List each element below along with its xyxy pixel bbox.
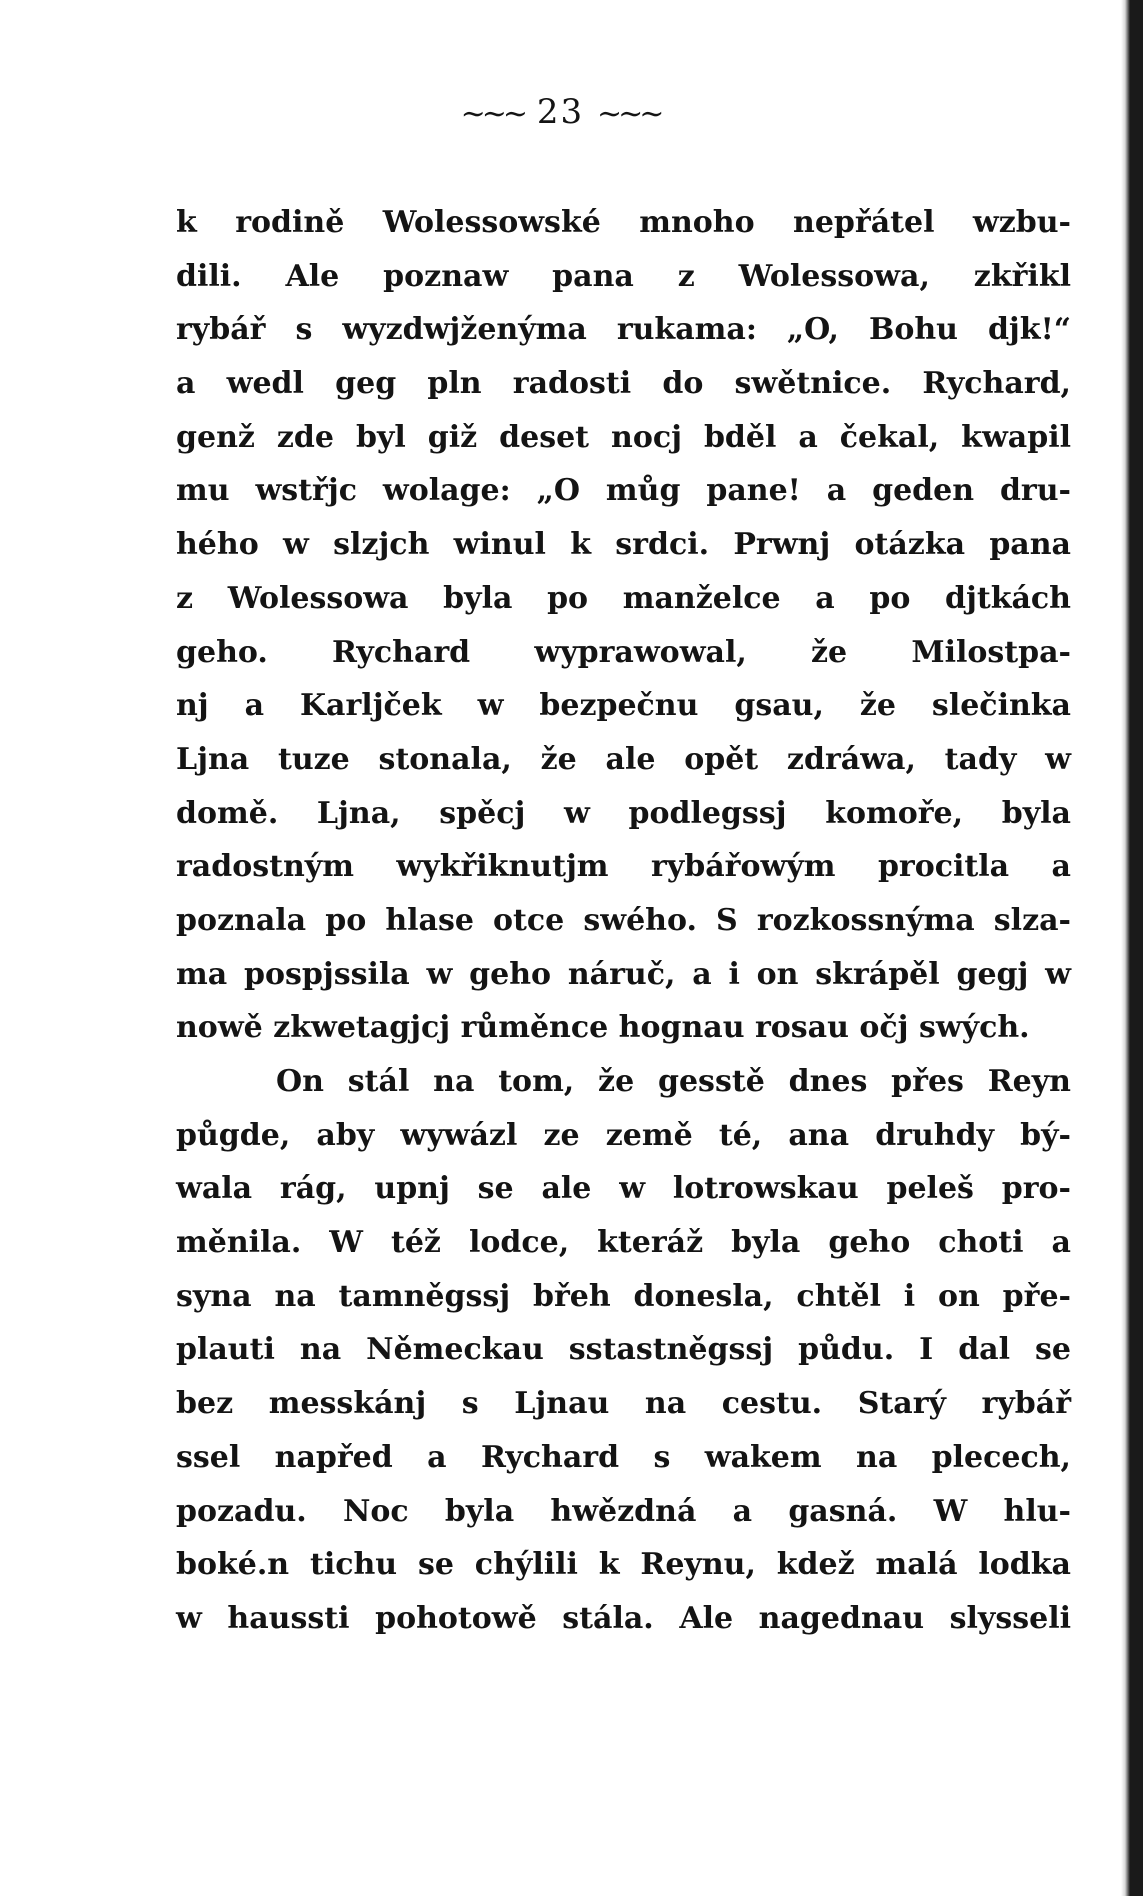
text-line: dili. Ale poznaw pana z Wolessowa, zkřikl <box>176 258 1071 294</box>
text-line: wala rág, upnj se ale w lotrowskau peleš pro- <box>176 1171 1071 1207</box>
text-line: měnila. W též lodce, kteráž byla geho choti a <box>176 1225 1071 1261</box>
text-line: hého w slzjch winul k srdci. Prwnj otázka pana <box>176 527 1071 563</box>
page-edge-shadow <box>1121 0 1143 1896</box>
text-line: ssel napřed a Rychard s wakem na plecech, <box>176 1439 1071 1475</box>
text-line: boké.n tichu se chýlili k Reynu, kdež malá lodka <box>176 1547 1071 1583</box>
text-line: geho. Rychard wyprawowal, že Milostpa- <box>176 634 1071 670</box>
text-line: w haussti pohotowě stála. Ale nagednau slysseli <box>176 1600 1071 1636</box>
text-line: poznala po hlase otce swého. S rozkossnýma slza- <box>176 902 1071 938</box>
text-line: domě. Ljna, spěcj w podlegssj komoře, byla <box>176 795 1071 831</box>
text-line: ma pospjssila w geho náruč, a i on skrápěl gegj w <box>176 956 1071 992</box>
text-line: nowě zkwetagjcj růměnce hognau rosau očj swých. <box>176 1010 1030 1046</box>
page-header <box>0 92 1121 132</box>
text-line: genž zde byl giž deset nocj bděl a čekal, kwapil <box>176 419 1071 455</box>
text-line: bez messkánj s Ljnau na cestu. Starý rybář <box>176 1386 1071 1422</box>
text-line: syna na tamněgssj břeh donesla, chtěl i on pře- <box>176 1278 1071 1314</box>
text-line: radostným wykřiknutjm rybářowým procitla a <box>176 849 1071 885</box>
text-line: mu wstřjc wolage: „O můg pane! a geden dru- <box>176 473 1071 509</box>
text-line: pozadu. Noc byla hwězdná a gasná. W hlu- <box>176 1493 1071 1529</box>
text-line: On stál na tom, že gesstě dnes přes Reyn <box>276 1064 1071 1099</box>
right-flourish-icon: ∼∼∼ <box>596 96 661 132</box>
body-text <box>176 196 1071 1646</box>
text-line: nj a Karljček w bezpečnu gsau, že slečinka <box>176 688 1071 724</box>
text-line: rybář s wyzdwjženýma rukama: „O, Bohu djk!“ <box>176 312 1071 348</box>
left-flourish-icon: ∼∼∼ <box>460 96 525 132</box>
text-line: a wedl geg pln radosti do swětnice. Rychard, <box>176 366 1071 402</box>
text-line: z Wolessowa byla po manželce a po djtkách <box>176 580 1071 616</box>
text-line: k rodině Wolessowské mnoho nepřátel wzbu- <box>176 205 1071 240</box>
text-line: půgde, aby wywázl ze země té, ana druhdy bý- <box>176 1117 1071 1153</box>
page-number: 23 <box>536 92 585 132</box>
text-line: Ljna tuze stonala, že ale opět zdráwa, tady w <box>176 741 1071 777</box>
text-line: plauti na Německau sstastněgssj půdu. I dal se <box>176 1332 1071 1368</box>
